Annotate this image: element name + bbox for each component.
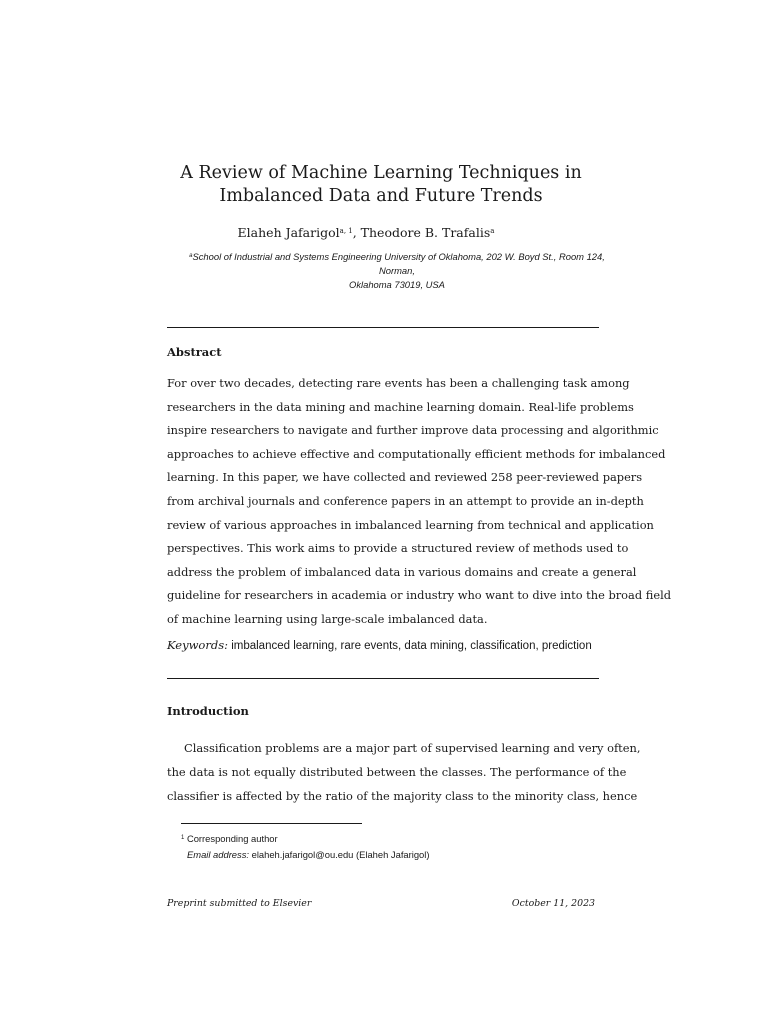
abstract-line: from archival journals and conference papers in an attempt to provide an in-depth bbox=[167, 493, 644, 508]
author-affiliation-mark: a, 1 bbox=[339, 227, 353, 235]
email-address: elaheh.jafarigol@ou.edu (Elaheh Jafarigol) bbox=[249, 849, 430, 860]
footnote-mark: 1 bbox=[181, 835, 185, 841]
author-name: Elaheh Jafarigol bbox=[237, 225, 340, 240]
section-divider bbox=[167, 327, 599, 328]
abstract-line: review of various approaches in imbalanced learning from technical and application bbox=[167, 517, 654, 532]
introduction-line: Classification problems are a major part of supervised learning and very often, bbox=[184, 741, 641, 755]
affiliation bbox=[172, 249, 622, 292]
introduction-line: the data is not equally distributed between the classes. The performance of the bbox=[167, 765, 627, 779]
author-separator: , bbox=[352, 225, 361, 240]
preprint-notice: Preprint submitted to Elsevier bbox=[167, 898, 312, 909]
affiliation-line-2: Oklahoma 73019, USA bbox=[349, 279, 445, 290]
introduction-heading: Introduction bbox=[167, 704, 249, 718]
abstract-line: guideline for researchers in academia or industry who want to dive into the broad field bbox=[167, 588, 672, 603]
abstract-text bbox=[167, 372, 672, 632]
keywords-label: Keywords: bbox=[167, 638, 228, 652]
abstract-line: For over two decades, detecting rare events has been a challenging task among bbox=[167, 376, 630, 390]
author-list bbox=[0, 222, 732, 242]
submission-date: October 11, 2023 bbox=[511, 898, 595, 909]
keywords-text: imbalanced learning, rare events, data mining, classification, prediction bbox=[228, 640, 592, 652]
footnote-email bbox=[187, 848, 429, 862]
abstract-line: inspire researchers to navigate and further improve data processing and algorithmic bbox=[167, 423, 659, 438]
footnote-corresponding-text: Corresponding author bbox=[184, 833, 278, 844]
section-divider bbox=[167, 678, 599, 679]
footnote-divider bbox=[181, 823, 362, 824]
author-name: Theodore B. Trafalis bbox=[360, 225, 491, 240]
title-line-2: Imbalanced Data and Future Trends bbox=[219, 186, 543, 206]
abstract-line: of machine learning using large-scale imbalanced data. bbox=[167, 611, 488, 626]
abstract-line: approaches to achieve effective and computationally efficient methods for imbalanced bbox=[167, 446, 666, 461]
abstract-heading: Abstract bbox=[167, 345, 222, 359]
keywords bbox=[167, 636, 599, 655]
author-affiliation-mark: a bbox=[490, 227, 495, 235]
footnote-corresponding bbox=[181, 831, 278, 846]
introduction-line: classifier is affected by the ratio of the majority class to the minority class, hence bbox=[167, 789, 638, 803]
affiliation-mark: a bbox=[189, 253, 193, 259]
abstract-line: address the problem of imbalanced data in various domains and create a general bbox=[167, 564, 637, 579]
abstract-line: researchers in the data mining and machine learning domain. Real-life problems bbox=[167, 399, 634, 414]
abstract-line: learning. In this paper, we have collected and reviewed 258 peer-reviewed papers bbox=[167, 470, 643, 485]
affiliation-line-1: School of Industrial and Systems Engineering University of Oklahoma, 202 W. Boyd St., Room 124, Norman, bbox=[192, 251, 605, 276]
email-label: Email address: bbox=[187, 849, 250, 860]
paper-title bbox=[0, 162, 762, 208]
title-line-1: A Review of Machine Learning Techniques in bbox=[180, 163, 582, 183]
abstract-line: perspectives. This work aims to provide a structured review of methods used to bbox=[167, 541, 629, 556]
introduction-text bbox=[167, 736, 641, 808]
